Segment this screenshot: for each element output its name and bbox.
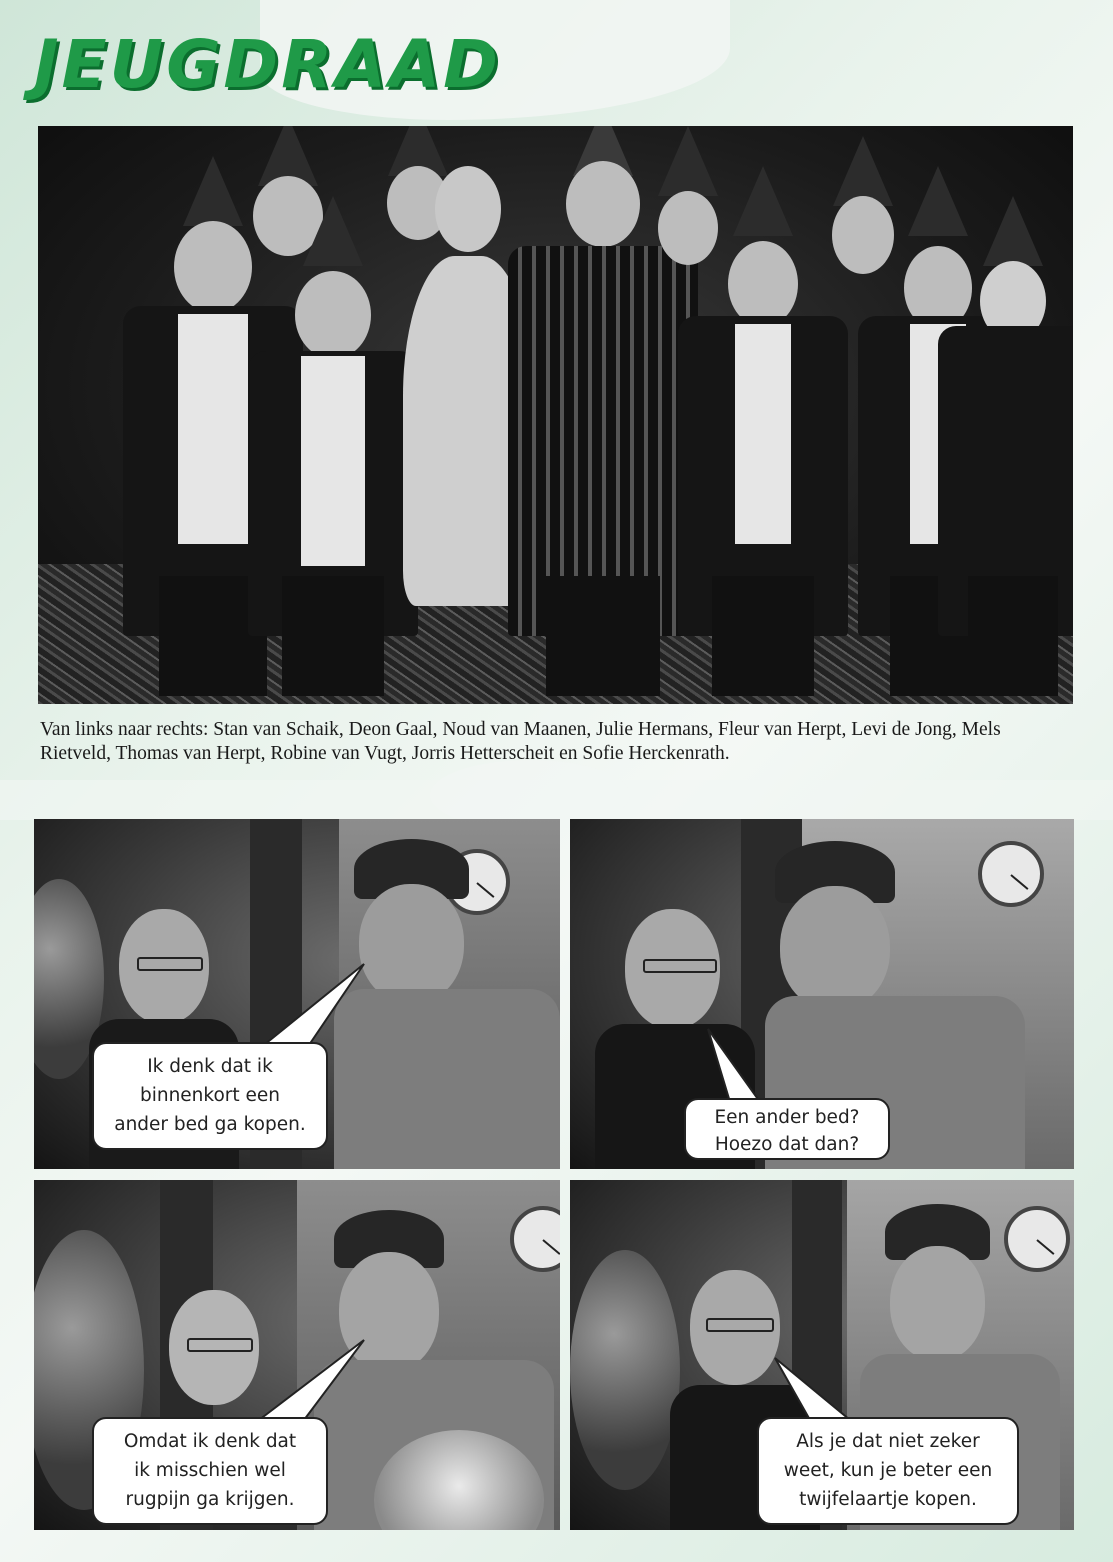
photo-person bbox=[938, 176, 1073, 696]
comic-panel-1 bbox=[34, 819, 560, 1169]
speech-bubble: Een ander bed? Hoezo dat dan? bbox=[684, 1098, 890, 1160]
speech-bubble: Omdat ik denk dat ik misschien wel rugpijn ga krijgen. bbox=[92, 1417, 328, 1525]
group-photo bbox=[38, 126, 1073, 704]
speech-bubble: Als je dat niet zeker weet, kun je beter een twijfelaartje kopen. bbox=[757, 1417, 1019, 1525]
photo-caption: Van links naar rechts: Stan van Schaik, Deon Gaal, Noud van Maanen, Julie Hermans, Fleur van Herpt, Levi de Jong, Mels Rietveld, Thomas van Herpt, Robine van Vugt, Jorris Hetterscheit en Sofie Herckenrath. bbox=[40, 719, 1001, 764]
page-title: JEUGDRAAD bbox=[34, 26, 501, 103]
speech-bubble: Ik denk dat ik binnenkort een ander bed ga kopen. bbox=[92, 1042, 328, 1150]
comic-panel-3 bbox=[34, 1180, 560, 1530]
comic-panel-4 bbox=[570, 1180, 1074, 1530]
comic-panel-2 bbox=[570, 819, 1074, 1169]
